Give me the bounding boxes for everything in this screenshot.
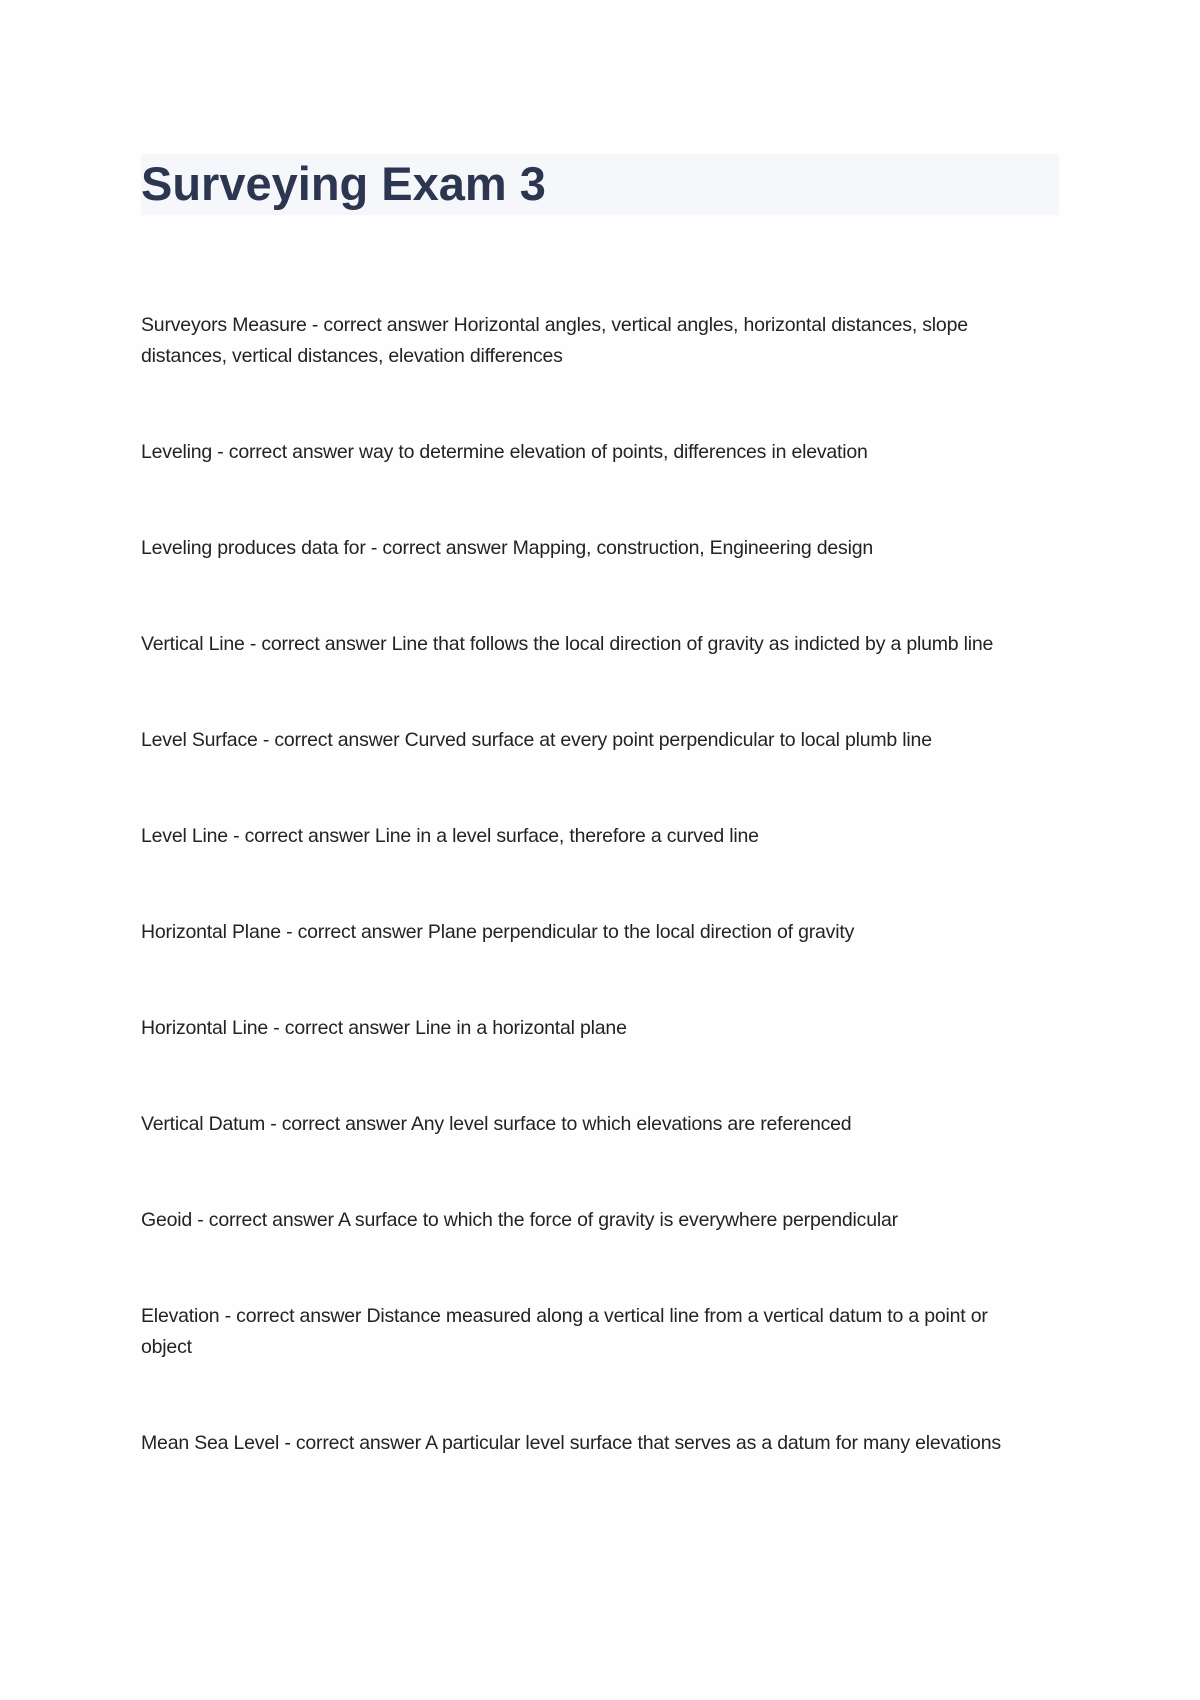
qa-item: Level Surface - correct answer Curved surface at every point perpendicular to local plumb line — [141, 729, 932, 751]
qa-item: Elevation - correct answer Distance measured along a vertical line from a vertical datum to a point or object — [141, 1305, 988, 1358]
qa-item: Horizontal Line - correct answer Line in a horizontal plane — [141, 1017, 627, 1039]
qa-item: Vertical Line - correct answer Line that follows the local direction of gravity as indicted by a plumb line — [141, 633, 994, 655]
qa-item: Mean Sea Level - correct answer A particular level surface that serves as a datum for many elevations — [141, 1432, 1001, 1454]
qa-item: Geoid - correct answer A surface to which the force of gravity is everywhere perpendicular — [141, 1209, 898, 1231]
qa-item: Horizontal Plane - correct answer Plane perpendicular to the local direction of gravity — [141, 921, 855, 943]
qa-item: Vertical Datum - correct answer Any level surface to which elevations are referenced — [141, 1113, 852, 1135]
qa-item: Leveling - correct answer way to determine elevation of points, differences in elevation — [141, 441, 868, 463]
qa-item: Surveyors Measure - correct answer Horizontal angles, vertical angles, horizontal distances, slope distances, vertical distances, elevation differences — [141, 314, 968, 367]
qa-list — [141, 310, 1041, 1459]
qa-item: Level Line - correct answer Line in a level surface, therefore a curved line — [141, 825, 759, 847]
qa-item: Leveling produces data for - correct answer Mapping, construction, Engineering design — [141, 537, 874, 559]
document-title: Surveying Exam 3 — [141, 157, 546, 210]
